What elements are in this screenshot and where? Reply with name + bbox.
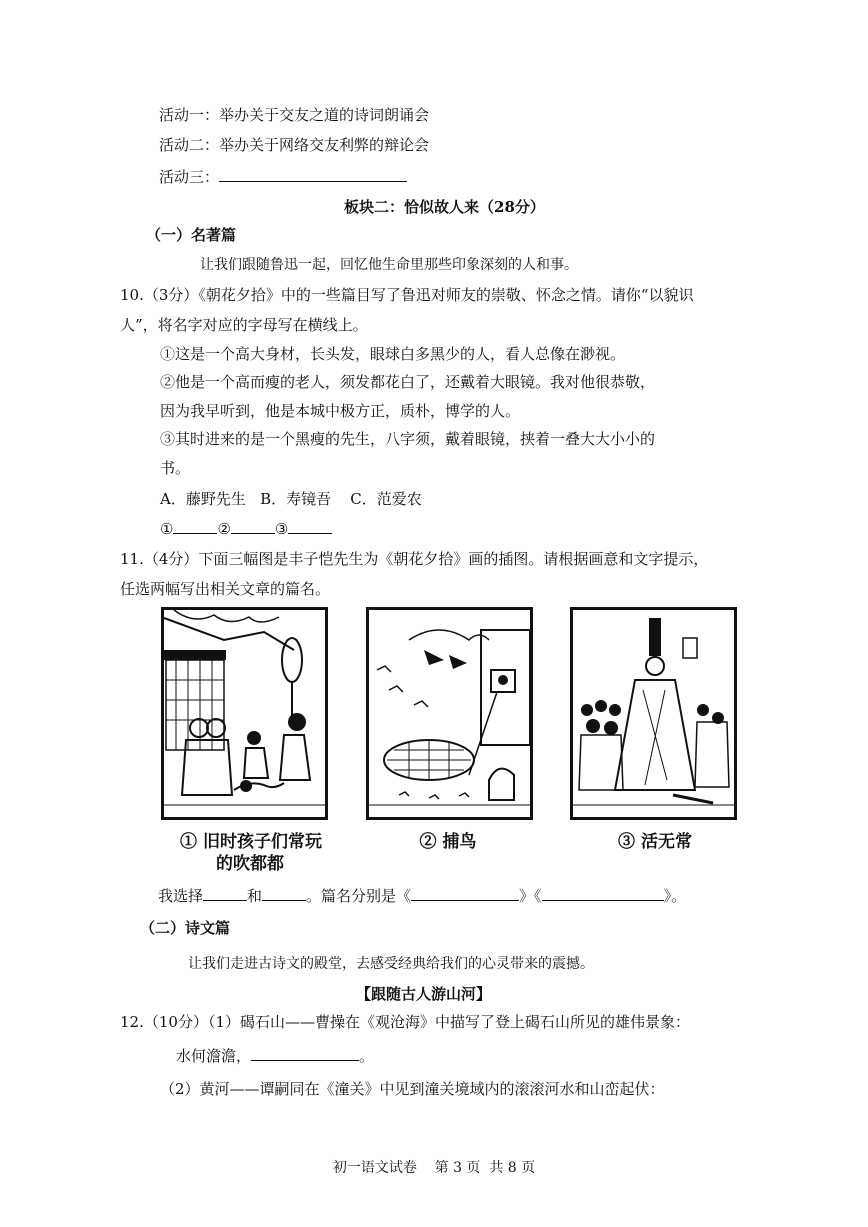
q11-line1: 11.（4分）下面三幅图是丰子恺先生为《朝花夕拾》画的插图。请根据画意和文字提示， [120, 550, 709, 568]
caption-2: ② 捕鸟 [419, 832, 477, 852]
q10-desc2b: 因为我早听到，他是本城中极方正，质朴，博学的人。 [160, 402, 521, 420]
illustration-3 [570, 607, 737, 820]
part1-intro: 让我们跟随鲁迅一起，回忆他生命里那些印象深刻的人和事。 [200, 257, 578, 273]
illustration-1-drawing [164, 610, 325, 817]
q10-mark-3: ③ [274, 520, 289, 538]
choose-text-2: 和 [247, 887, 263, 905]
q10-mark-2: ② [217, 520, 231, 538]
choose-blank-2[interactable] [262, 886, 306, 901]
title-blank-2[interactable] [542, 886, 664, 901]
part1-title: （一）名著篇 [146, 226, 237, 244]
q10-options: A．藤野先生 B．寿镜吾 C．范爱农 [160, 490, 422, 508]
activity-3-blank[interactable] [219, 167, 407, 182]
part2-title: （二）诗文篇 [140, 919, 231, 937]
activity-3 [159, 166, 407, 188]
title-blank-1[interactable] [411, 886, 519, 901]
q10-desc3a: ③其时进来的是一个黑瘦的先生，八字须，戴着眼镜，挟着一叠大大小小的 [160, 430, 656, 448]
caption-1b: 的吹都都 [216, 854, 284, 874]
q10-blank-1[interactable] [173, 519, 217, 534]
q12-line2 [176, 1045, 374, 1067]
activity-1: 活动一：举办关于交友之道的诗词朗诵会 [159, 106, 430, 124]
activity-3-label: 活动三： [159, 168, 220, 186]
choose-text-1: 我选择 [158, 887, 204, 905]
q10-line1: 10.（3分）《朝花夕拾》中的一些篇目写了鲁迅对师友的崇敬、怀念之情。请你“以貌识 [120, 286, 694, 304]
choose-text-5: 》。 [663, 887, 687, 905]
q10-answer-row [160, 518, 332, 540]
q12-line3: （2）黄河——谭嗣同在《潼关》中见到潼关境域内的滚滚河水和山峦起伏： [160, 1080, 665, 1098]
caption-1a: ① 旧时孩子们常玩 [180, 832, 322, 852]
illustration-1 [161, 607, 328, 820]
caption-3: ③ 活无常 [618, 832, 692, 852]
q10-blank-3[interactable] [288, 519, 332, 534]
page-footer: 初一语文试卷 第 3 页 共 8 页 [332, 1160, 536, 1176]
choose-text-4: 》《 [519, 887, 542, 905]
q10-mark-1: ① [160, 520, 174, 538]
illustration-2 [366, 607, 533, 820]
illustration-3-drawing [573, 610, 734, 817]
q11-line2: 任选两幅写出相关文章的篇名。 [120, 580, 331, 598]
q11-choose-row [158, 885, 686, 907]
q12-line1: 12.（10分）（1）碣石山——曹操在《观沧海》中描写了登上碣石山所见的雄伟景象： [120, 1013, 690, 1031]
q10-blank-2[interactable] [231, 519, 275, 534]
part2-intro: 让我们走进古诗文的殿堂，去感受经典给我们的心灵带来的震撼。 [188, 956, 594, 972]
q12-blank-1[interactable] [251, 1046, 359, 1061]
q12-verse: 水何澹澹， [176, 1047, 252, 1065]
choose-text-3: 。篇名分别是《 [306, 887, 412, 905]
section-title: 板块二：恰似故人来（28分） [344, 198, 545, 216]
q12-end: 。 [359, 1047, 375, 1065]
activity-2: 活动二：举办关于网络交友利弊的辩论会 [159, 136, 430, 154]
choose-blank-1[interactable] [203, 886, 247, 901]
q10-desc1: ①这是一个高大身材，长头发，眼球白多黑少的人，看人总像在渺视。 [160, 345, 626, 363]
q10-desc2a: ②他是一个高而瘦的老人，须发都花白了，还戴着大眼镜。我对他很恭敬， [160, 373, 656, 391]
part2-subtitle: 【跟随古人游山河】 [356, 985, 492, 1003]
q10-line2: 人”，将名字对应的字母写在横线上。 [120, 316, 368, 334]
q10-desc3b: 书。 [160, 459, 191, 477]
illustration-2-drawing [369, 610, 530, 817]
